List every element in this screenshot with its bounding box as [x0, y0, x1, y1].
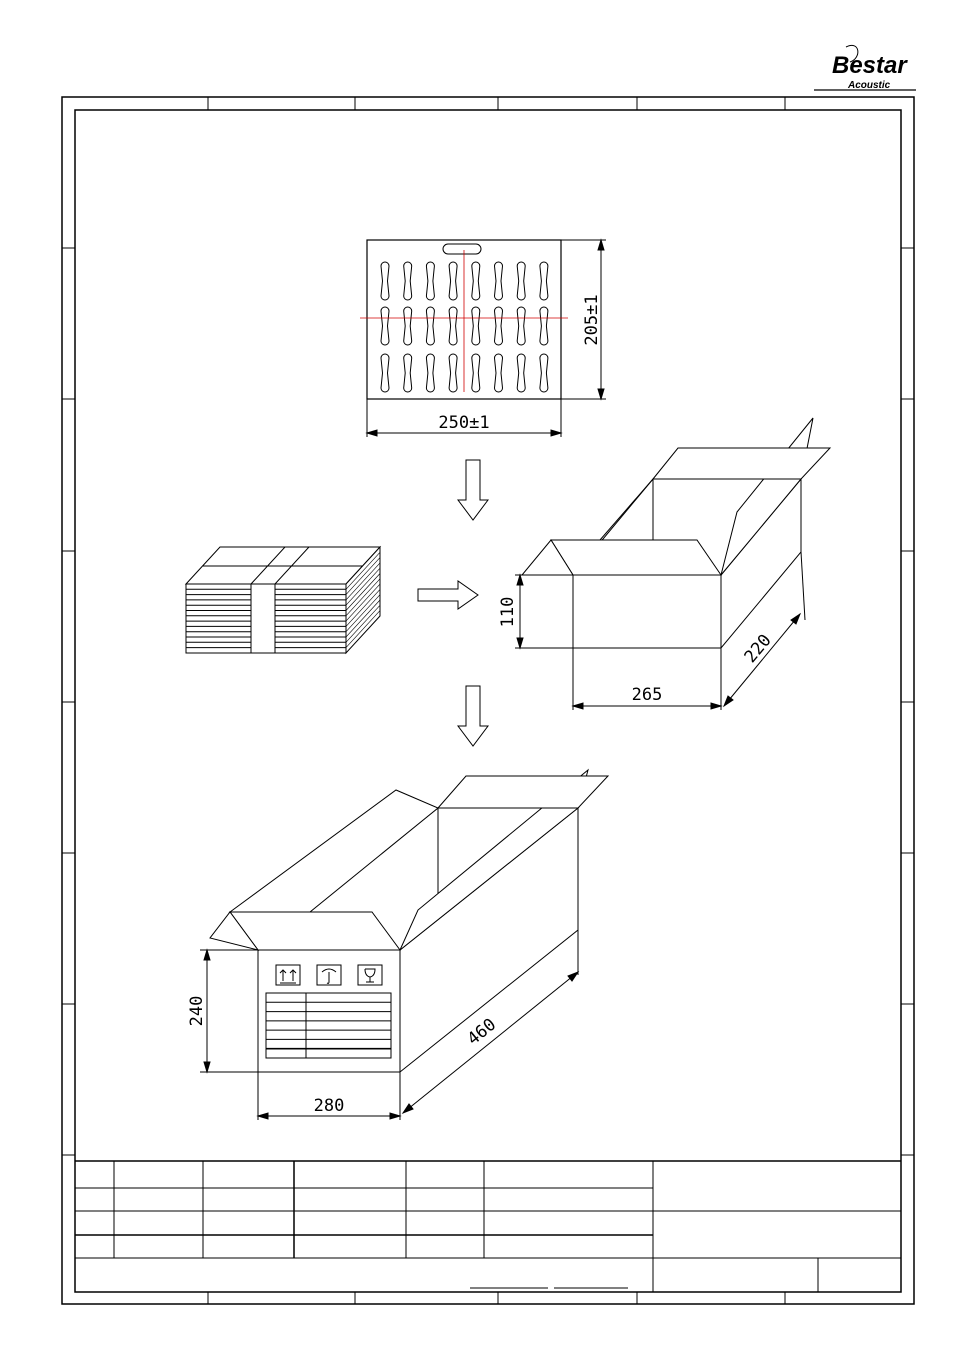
logo-name: Bestar	[832, 52, 907, 79]
tray-slot	[381, 354, 389, 392]
tray-width-label: 250±1	[438, 413, 490, 433]
tray-slot	[381, 262, 389, 300]
arrow-down-2-icon	[458, 686, 488, 746]
title-block	[75, 1161, 901, 1292]
tray-slot	[472, 307, 480, 345]
tray-hang-hole	[443, 244, 481, 254]
arrow-down-1-icon	[458, 460, 488, 520]
tray-slot	[426, 262, 434, 300]
tray-slot	[540, 262, 548, 300]
arrow-right-icon	[418, 581, 478, 609]
tray-slot	[540, 354, 548, 392]
inner-width-label: 265	[631, 685, 663, 705]
tray-slot	[495, 262, 503, 300]
tray-slot	[449, 307, 457, 345]
flow-arrows	[418, 460, 488, 746]
outer-width-label: 280	[313, 1096, 345, 1116]
logo-subtitle: Acoustic	[848, 80, 891, 91]
outer-depth-label: 460	[463, 1014, 501, 1050]
inner-depth-label: 220	[740, 630, 776, 667]
tray-drawing	[360, 240, 606, 437]
tray-slot	[449, 262, 457, 300]
tray-slot	[449, 354, 457, 392]
inner-box-front-face	[573, 575, 721, 648]
tray-slot	[381, 307, 389, 345]
inner-box-back-flap	[653, 448, 830, 479]
company-logo	[814, 45, 916, 91]
tray-slot	[517, 307, 525, 345]
tray-slot	[517, 262, 525, 300]
tray-slot	[426, 307, 434, 345]
zone-ticks	[62, 97, 914, 1304]
tray-stack	[186, 547, 380, 653]
drawing-frame	[62, 97, 914, 1304]
outer-box-back-flap	[438, 776, 608, 808]
outer-box-left-long-flap	[230, 790, 438, 912]
outer-box	[200, 770, 608, 1120]
tray-slot	[495, 354, 503, 392]
tray-slot	[404, 262, 412, 300]
inner-dim-ext-depth-a	[801, 552, 805, 620]
tray-slot	[472, 354, 480, 392]
outer-border	[62, 97, 914, 1304]
tray-slot-grid	[381, 262, 548, 392]
tray-height-label: 205±1	[582, 294, 602, 346]
tray-slot	[472, 262, 480, 300]
inner-box-inner-edge	[600, 479, 653, 540]
outer-height-label: 240	[187, 995, 207, 1027]
tray-slot	[517, 354, 525, 392]
outer-box-front-flap	[230, 912, 400, 950]
inner-box	[515, 418, 830, 710]
tray-slot	[426, 354, 434, 392]
stack-strap-front	[251, 584, 275, 653]
outer-box-front-face	[258, 950, 400, 1072]
tray-slot	[540, 307, 548, 345]
tray-slot	[404, 307, 412, 345]
tray-slot	[495, 307, 503, 345]
inner-box-front-flap	[551, 540, 721, 575]
inner-height-label: 110	[498, 596, 518, 628]
inner-border	[75, 110, 901, 1292]
tray-slot	[404, 354, 412, 392]
